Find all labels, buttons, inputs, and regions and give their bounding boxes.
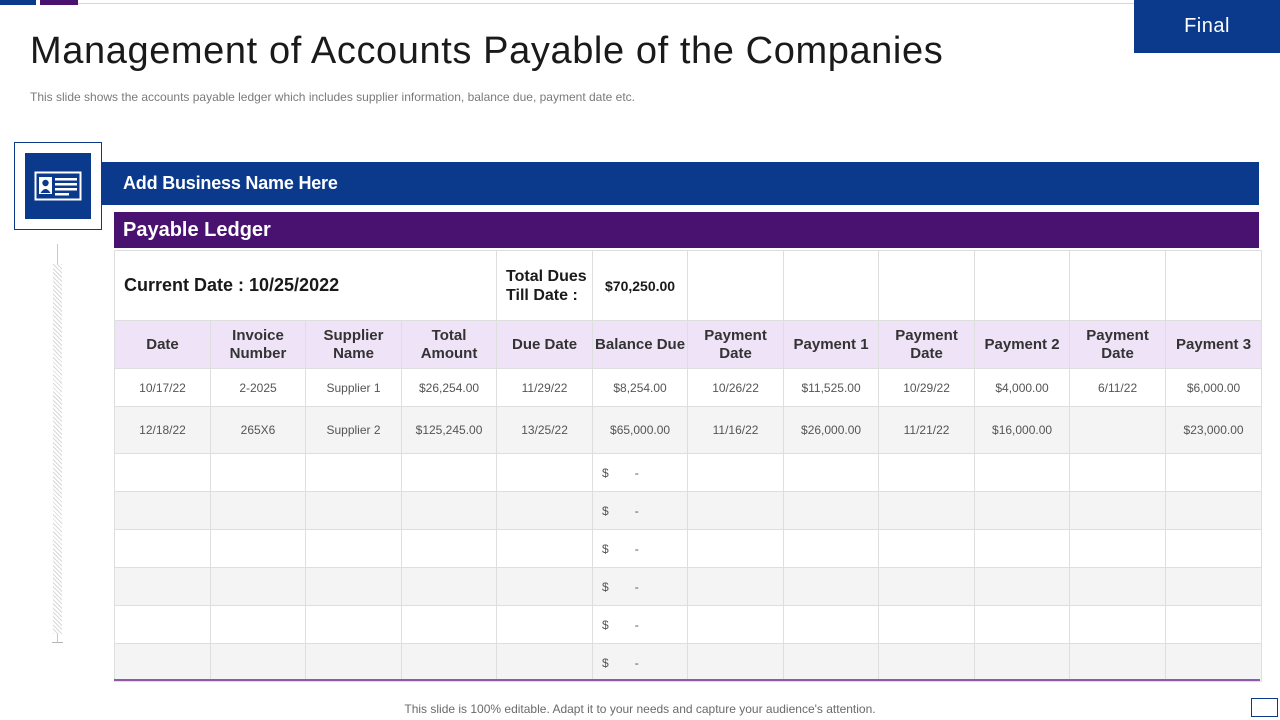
payable-ledger-table (114, 250, 1262, 682)
business-name-bar[interactable]: Add Business Name Here (102, 162, 1259, 205)
cell-payment-1: $11,525.00 (784, 369, 879, 407)
cell-payment-date-3 (1070, 407, 1166, 454)
cell-balance-due (593, 644, 688, 682)
cell-date: 10/17/22 (115, 369, 211, 407)
cell-payment-1: $26,000.00 (784, 407, 879, 454)
cell-payment-3: $6,000.00 (1166, 369, 1262, 407)
total-dues-value: $70,250.00 (593, 251, 688, 321)
summary-blank-cell (879, 251, 975, 321)
cell-total-amount: $26,254.00 (402, 369, 497, 407)
summary-blank-cell (975, 251, 1070, 321)
cell-payment-date-2: 10/29/22 (879, 369, 975, 407)
col-header-invoice-number: Invoice Number (211, 321, 306, 369)
col-header-payment-2: Payment 2 (975, 321, 1070, 369)
cell-invoice-number: 2-2025 (211, 369, 306, 407)
currency-symbol: $ (602, 579, 609, 594)
side-rail-hatch (53, 264, 62, 634)
currency-symbol: $ (602, 503, 609, 518)
cell-payment-2: $16,000.00 (975, 407, 1070, 454)
col-header-payment-1: Payment 1 (784, 321, 879, 369)
cell-balance-due: $65,000.00 (593, 407, 688, 454)
empty-value-dash: - (634, 655, 639, 670)
cell-balance-due (593, 606, 688, 644)
top-accent-blue (0, 0, 36, 5)
summary-blank-cell (688, 251, 784, 321)
corner-outline-box (1251, 698, 1278, 717)
table-row (115, 369, 1262, 407)
currency-symbol: $ (602, 541, 609, 556)
col-header-balance-due: Balance Due (593, 321, 688, 369)
cell-payment-date-1: 10/26/22 (688, 369, 784, 407)
summary-row (115, 251, 1262, 321)
cell-payment-3: $23,000.00 (1166, 407, 1262, 454)
side-rail-tick (52, 642, 63, 643)
table-row (115, 407, 1262, 454)
col-header-payment-date-2: Payment Date (879, 321, 975, 369)
page-subtitle: This slide shows the accounts payable ledger which includes supplier information, balance due, payment date etc. (30, 90, 636, 104)
summary-blank-cell (784, 251, 879, 321)
cell-total-amount: $125,245.00 (402, 407, 497, 454)
page-title: Management of Accounts Payable of the Companies (30, 30, 944, 72)
cell-balance-due (593, 568, 688, 606)
id-card-icon (25, 153, 91, 219)
total-dues-label: Total Dues Till Date : (497, 251, 593, 321)
ledger-title-bar: Payable Ledger (114, 212, 1259, 248)
cell-payment-date-2: 11/21/22 (879, 407, 975, 454)
cell-payment-2: $4,000.00 (975, 369, 1070, 407)
currency-symbol: $ (602, 617, 609, 632)
col-header-supplier-name: Supplier Name (306, 321, 402, 369)
table-row (115, 530, 1262, 568)
cell-balance-due (593, 454, 688, 492)
col-header-total-amount: Total Amount (402, 321, 497, 369)
currency-symbol: $ (602, 655, 609, 670)
cell-payment-date-1: 11/16/22 (688, 407, 784, 454)
business-icon-frame (14, 142, 102, 230)
cell-payment-date-3: 6/11/22 (1070, 369, 1166, 407)
final-tag: Final (1134, 0, 1280, 53)
currency-symbol: $ (602, 465, 609, 480)
footer-note: This slide is 100% editable. Adapt it to your needs and capture your audience's attention. (404, 702, 876, 716)
empty-value-dash: - (634, 617, 639, 632)
table-row (115, 644, 1262, 682)
cell-supplier-name: Supplier 2 (306, 407, 402, 454)
col-header-payment-date-3: Payment Date (1070, 321, 1166, 369)
empty-value-dash: - (634, 579, 639, 594)
cell-invoice-number: 265X6 (211, 407, 306, 454)
col-header-date: Date (115, 321, 211, 369)
current-date: Current Date : 10/25/2022 (115, 251, 497, 321)
cell-balance-due: $8,254.00 (593, 369, 688, 407)
table-header-row (115, 321, 1262, 369)
table-row (115, 568, 1262, 606)
cell-date: 12/18/22 (115, 407, 211, 454)
top-divider (78, 3, 1134, 4)
top-accent-purple (40, 0, 78, 5)
table-row (115, 492, 1262, 530)
col-header-due-date: Due Date (497, 321, 593, 369)
table-row (115, 454, 1262, 492)
cell-balance-due (593, 530, 688, 568)
table-row (115, 606, 1262, 644)
cell-balance-due (593, 492, 688, 530)
table-bottom-rule (114, 679, 1260, 681)
col-header-payment-3: Payment 3 (1166, 321, 1262, 369)
empty-value-dash: - (634, 541, 639, 556)
cell-due-date: 13/25/22 (497, 407, 593, 454)
cell-due-date: 11/29/22 (497, 369, 593, 407)
empty-value-dash: - (634, 465, 639, 480)
empty-value-dash: - (634, 503, 639, 518)
cell-supplier-name: Supplier 1 (306, 369, 402, 407)
col-header-payment-date-1: Payment Date (688, 321, 784, 369)
summary-blank-cell (1070, 251, 1166, 321)
summary-blank-cell (1166, 251, 1262, 321)
